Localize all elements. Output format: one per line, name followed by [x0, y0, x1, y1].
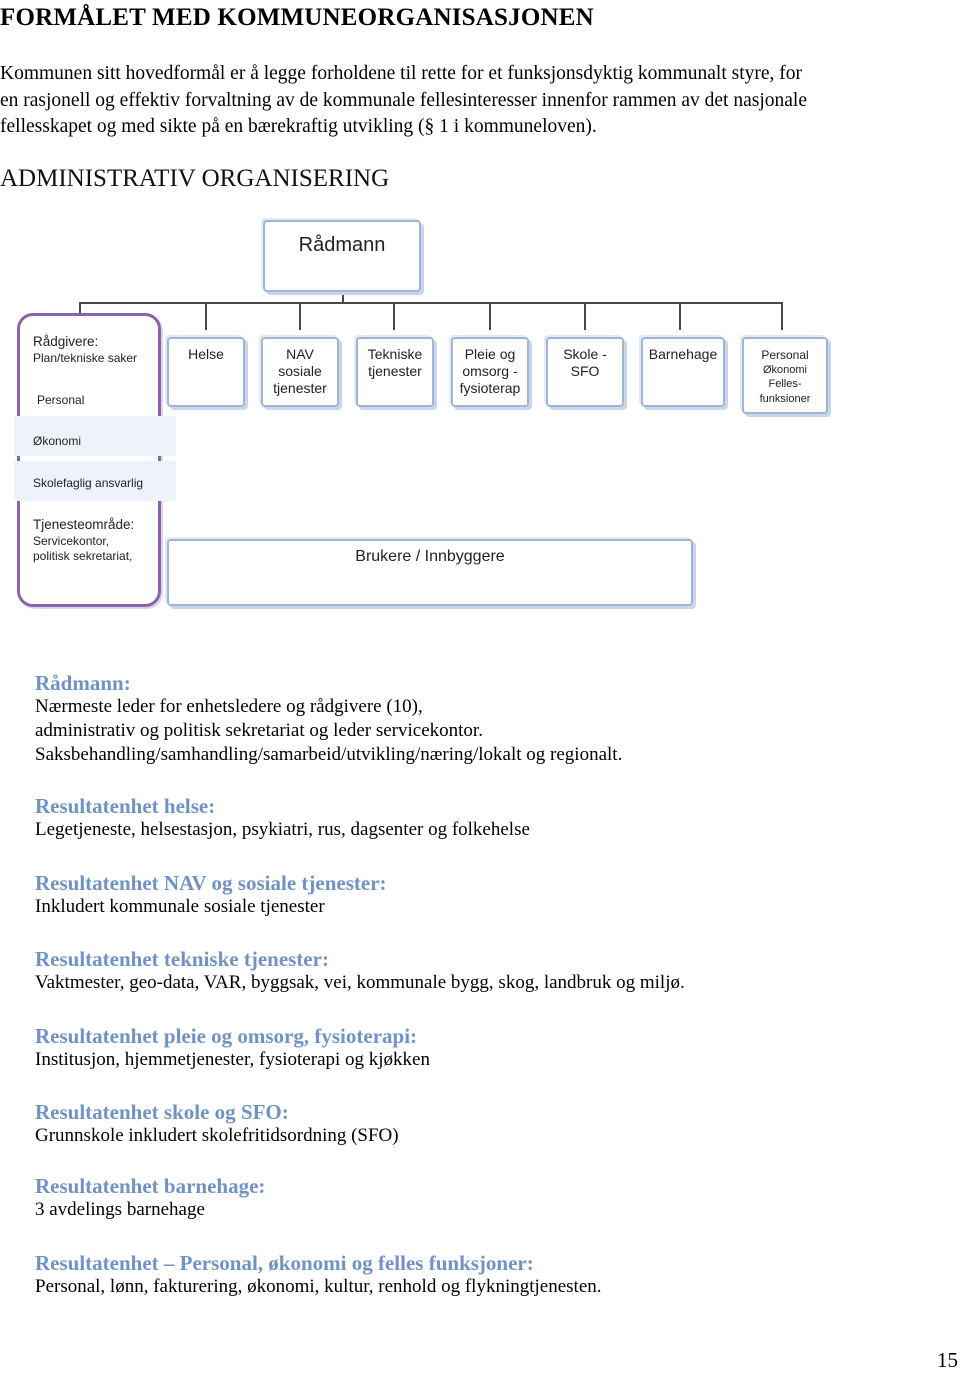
- unit-box-pleie: [451, 337, 529, 407]
- section-body-tekniske: [35, 971, 685, 995]
- section-title-barnehage: Resultatenhet barnehage:: [35, 1174, 266, 1198]
- section-line: 3 avdelings barnehage: [35, 1199, 205, 1220]
- service-title: Tjenesteområde:: [33, 517, 135, 532]
- unit-label: omsorg -: [462, 363, 518, 379]
- intro-line: en rasjonell og effektiv forvaltning av de kommunale fellesinteresser innenfor rammen av det nasjonale: [0, 89, 807, 111]
- unit-label: Personal: [761, 348, 809, 362]
- section-line: Saksbehandling/samhandling/samarbeid/utvikling/næring/lokalt og regionalt.: [35, 744, 623, 765]
- unit-box-tekniske: [356, 337, 434, 407]
- unit-label: Felles-: [768, 378, 802, 390]
- advisor-item: Økonomi: [33, 434, 82, 448]
- section-title-tekniske: Resultatenhet tekniske tjenester:: [35, 947, 329, 971]
- section-line: Vaktmester, geo-data, VAR, byggsak, vei, kommunale bygg, skog, landbruk og miljø.: [35, 972, 685, 993]
- section-body-personal: [35, 1275, 602, 1299]
- section-heading: ADMINISTRATIV ORGANISERING: [0, 165, 390, 192]
- unit-label: fysioterap: [459, 380, 521, 396]
- unit-label: Økonomi: [762, 363, 808, 376]
- connector-line: [79, 302, 783, 304]
- intro-line: fellesskapet og med sikte på en bærekraftig utvikling (§ 1 i kommuneloven).: [0, 116, 597, 137]
- section-title-helse: Resultatenhet helse:: [35, 794, 216, 818]
- users-label: Brukere / Innbyggere: [355, 548, 505, 565]
- advisor-item: Plan/tekniske saker: [33, 351, 138, 365]
- unit-label: Pleie og: [464, 346, 516, 362]
- section-title-radmann: Rådmann:: [35, 671, 131, 695]
- radmann-box: [263, 220, 421, 292]
- unit-label: tjenester: [368, 363, 422, 379]
- section-title-skole: Resultatenhet skole og SFO:: [35, 1100, 289, 1124]
- section-line: administrativ og politisk sekretariat og leder servicekontor.: [35, 720, 483, 741]
- section-line: Legetjeneste, helsestasjon, psykiatri, rus, dagsenter og folkehelse: [35, 819, 530, 840]
- unit-label: Helse: [188, 346, 224, 362]
- service-item: politisk sekretariat,: [33, 549, 133, 563]
- section-body-helse: [35, 818, 530, 842]
- section-body-radmann: [35, 695, 622, 767]
- page-number: 15: [937, 1348, 958, 1372]
- section-title-personal: Resultatenhet – Personal, økonomi og felles funksjoner:: [35, 1251, 534, 1275]
- unit-label: Tekniske: [367, 346, 423, 362]
- connector-line: [679, 302, 681, 330]
- connector-line: [299, 302, 301, 330]
- service-item: Servicekontor,: [33, 534, 110, 548]
- section-body-nav: [35, 895, 325, 919]
- advisors-panel: [17, 313, 161, 607]
- connector-line: [489, 302, 491, 330]
- unit-label: Barnehage: [648, 346, 718, 362]
- connector-line: [584, 302, 586, 330]
- section-title-nav: Resultatenhet NAV og sosiale tjenester:: [35, 871, 387, 895]
- section-line: Personal, lønn, fakturering, økonomi, kultur, renhold og flykningtjenesten.: [35, 1276, 602, 1297]
- advisor-item: Skolefaglig ansvarlig: [33, 476, 144, 490]
- advisors-title: Rådgivere:: [33, 334, 99, 349]
- unit-label: NAV: [286, 346, 314, 362]
- radmann-label: Rådmann: [298, 234, 386, 256]
- intro-paragraph: [0, 61, 955, 141]
- unit-label: tjenester: [273, 380, 327, 396]
- section-body-pleie: [35, 1048, 430, 1072]
- unit-box-nav: [261, 337, 339, 407]
- unit-label: SFO: [570, 363, 600, 379]
- page-heading: FORMÅLET MED KOMMUNEORGANISASJONEN: [0, 4, 594, 31]
- section-body-skole: [35, 1124, 399, 1148]
- connector-line: [205, 302, 207, 330]
- unit-box-barnehage: [641, 337, 725, 407]
- users-box: [167, 539, 693, 606]
- section-body-barnehage: [35, 1198, 205, 1222]
- unit-box-skole: [546, 337, 624, 407]
- unit-label: Skole -: [563, 346, 607, 362]
- section-line: Institusjon, hjemmetjenester, fysioterapi og kjøkken: [35, 1049, 430, 1070]
- advisor-item: Personal: [37, 393, 85, 407]
- connector-line: [781, 302, 783, 330]
- section-title-pleie: Resultatenhet pleie og omsorg, fysioterapi:: [35, 1024, 418, 1048]
- section-line: Nærmeste leder for enhetsledere og rådgivere (10),: [35, 696, 423, 717]
- section-line: Grunnskole inkludert skolefritidsordning (SFO): [35, 1125, 399, 1146]
- unit-box-helse: [167, 337, 245, 407]
- unit-box-personal: [742, 337, 828, 414]
- intro-line: Kommunen sitt hovedformål er å legge forholdene til rette for et funksjonsdyktig kommunalt styre, for: [0, 63, 803, 84]
- connector-line: [393, 302, 395, 330]
- unit-label: funksioner: [759, 392, 811, 405]
- section-line: Inkludert kommunale sosiale tjenester: [35, 896, 325, 917]
- unit-label: sosiale: [278, 363, 322, 379]
